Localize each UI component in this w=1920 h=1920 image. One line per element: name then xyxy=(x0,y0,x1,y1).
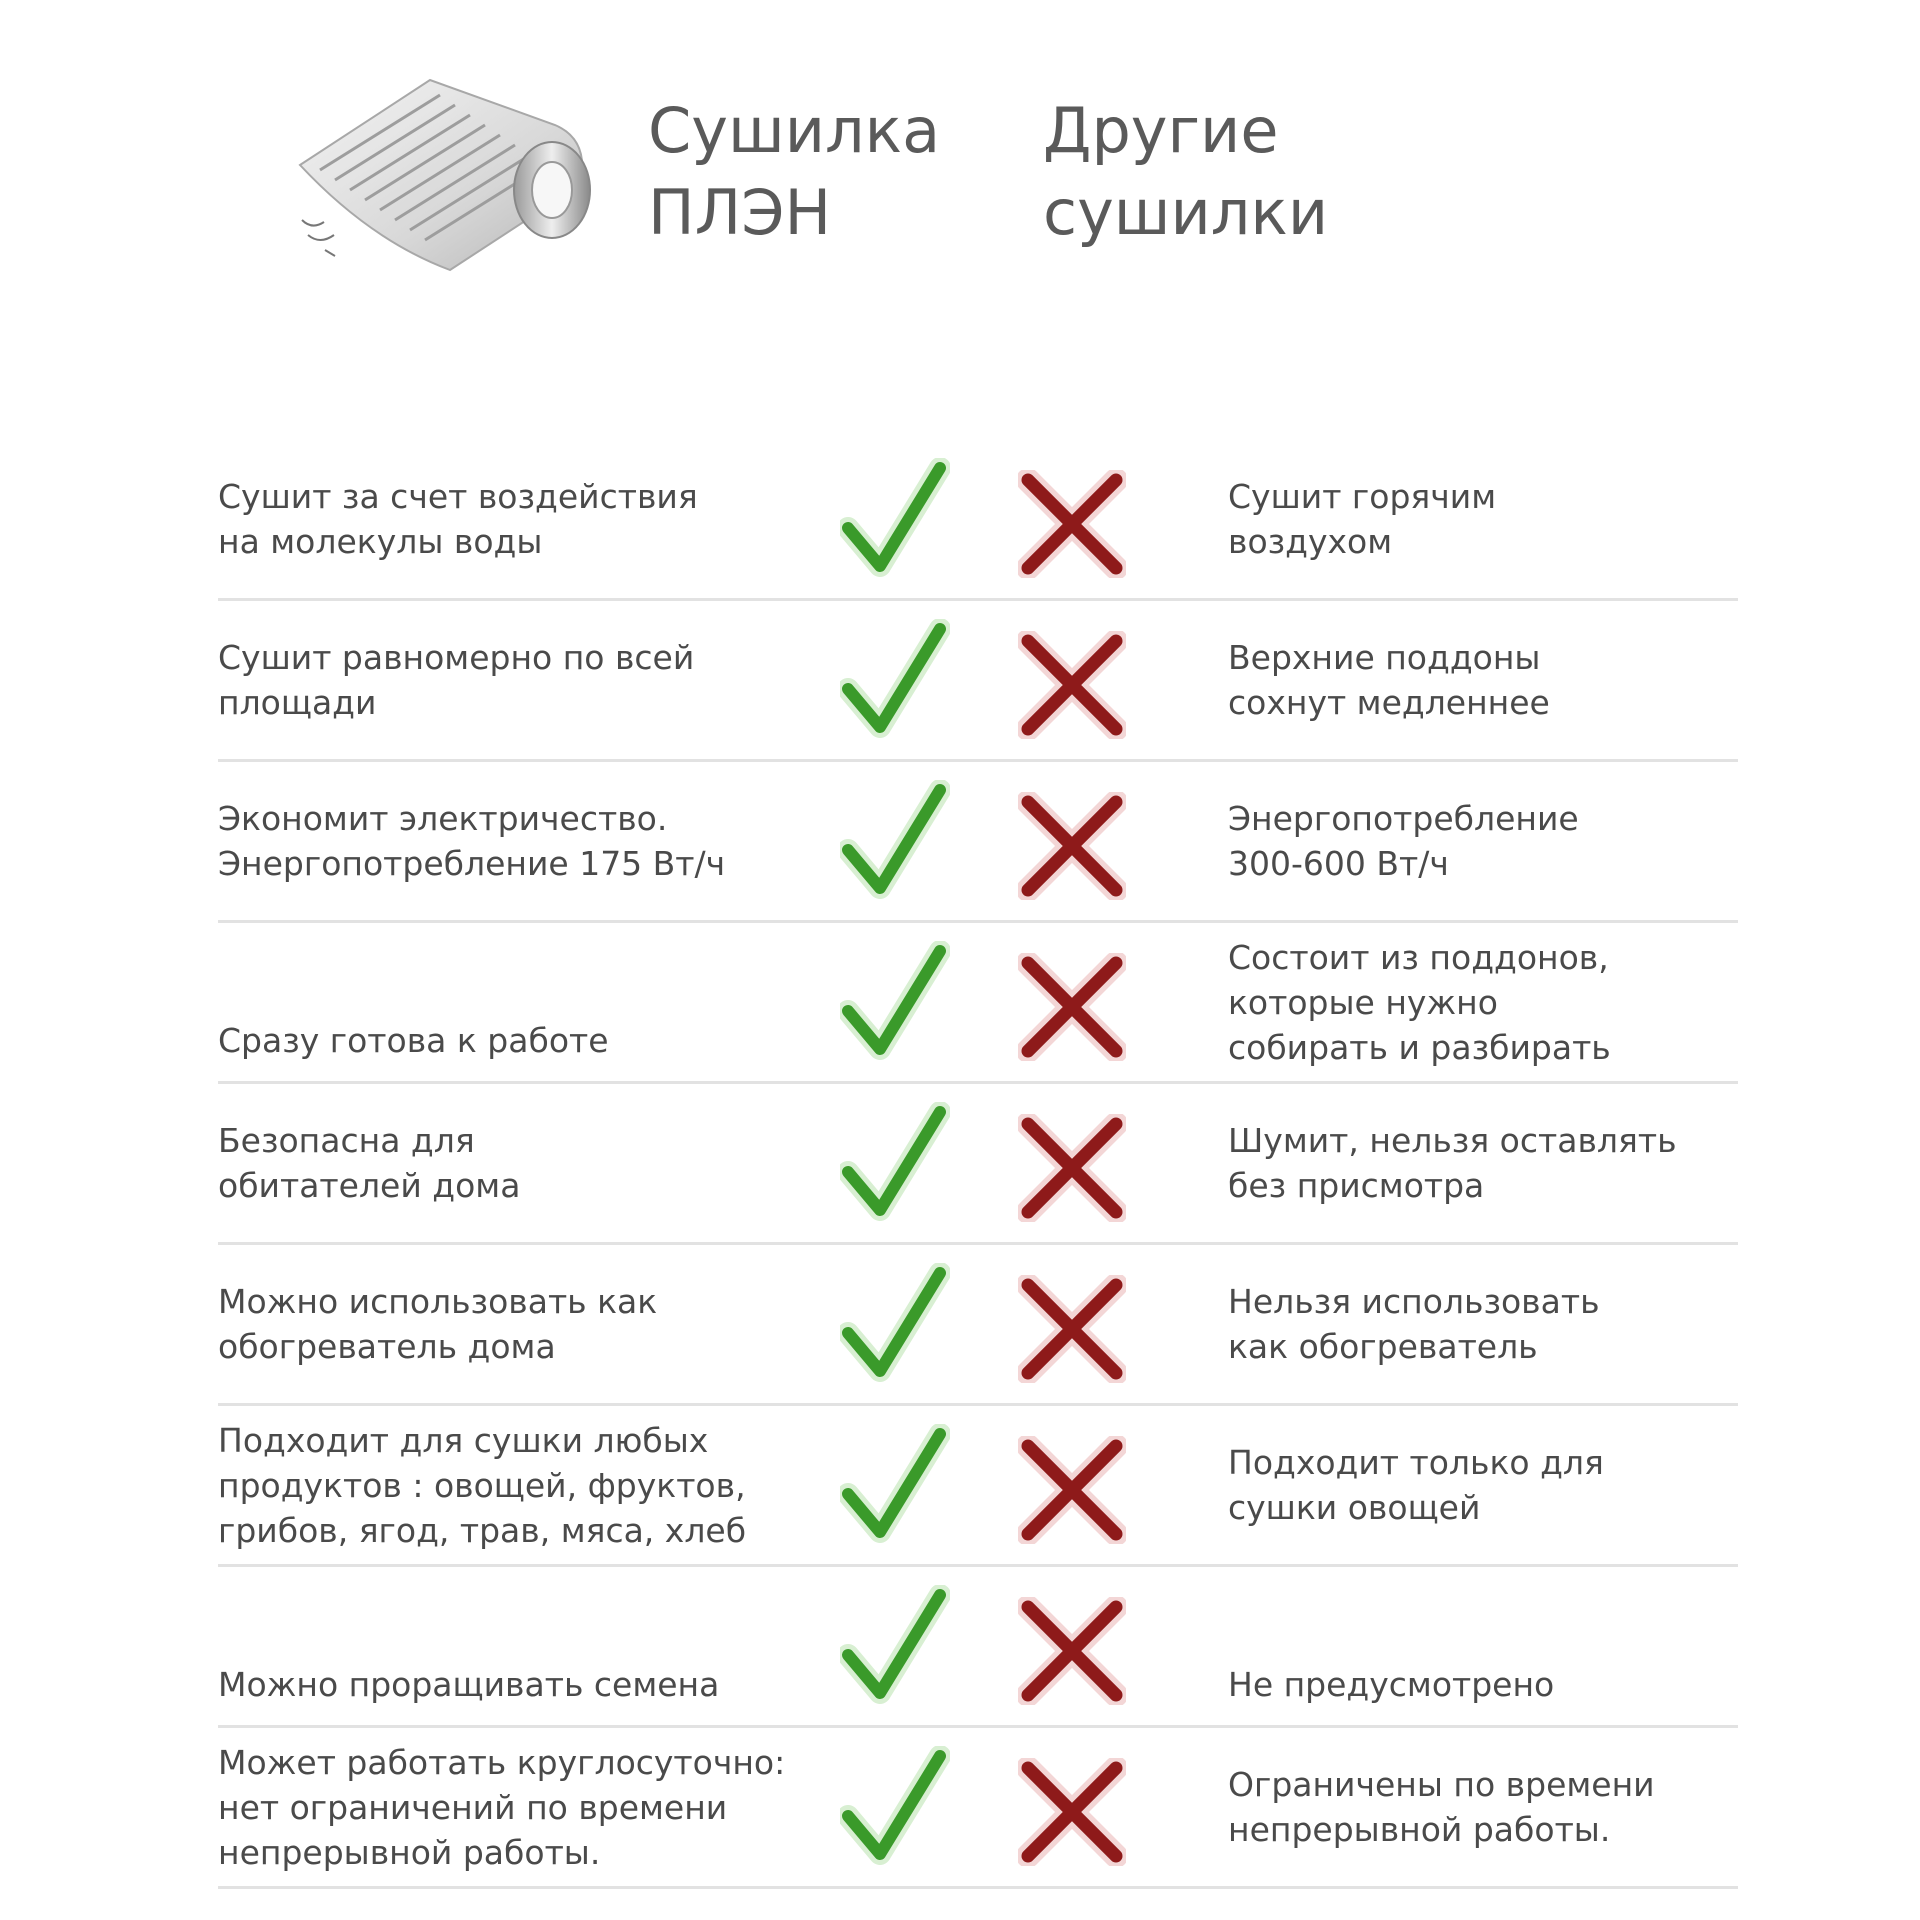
plen-feature-line: обитателей дома xyxy=(218,1166,521,1205)
comparison-row xyxy=(218,1245,1738,1406)
other-feature xyxy=(1228,601,1728,759)
comparison-row xyxy=(218,440,1738,601)
plen-feature xyxy=(218,1728,818,1886)
other-feature-line: Энергопотребление xyxy=(1228,799,1579,838)
plen-heating-film-image xyxy=(290,70,610,280)
plen-feature-line: обогреватель дома xyxy=(218,1327,556,1366)
other-feature-line: непрерывной работы. xyxy=(1228,1810,1611,1849)
other-feature-line: Сушит горячим xyxy=(1228,477,1497,516)
plen-feature-line: продуктов : овощей, фруктов, xyxy=(218,1465,746,1505)
other-feature-line: Шумит, нельзя оставлять xyxy=(1228,1121,1677,1160)
other-feature xyxy=(1228,1728,1728,1886)
cross-icon xyxy=(1018,1114,1126,1222)
product-title-line: ПЛЭН xyxy=(648,176,832,249)
plen-feature-line: Экономит электричество. xyxy=(218,799,668,838)
plen-feature-line: Сушит равномерно по всей xyxy=(218,638,695,677)
comparison-row xyxy=(218,1084,1738,1245)
plen-feature-line: Подходит для сушки любых xyxy=(218,1420,709,1460)
other-feature-line: Ограничены по времени xyxy=(1228,1765,1655,1804)
plen-feature xyxy=(218,1084,818,1242)
other-feature-line: воздухом xyxy=(1228,522,1393,561)
plen-feature xyxy=(218,440,818,598)
other-feature xyxy=(1228,1567,1728,1725)
cross-icon xyxy=(1018,953,1126,1061)
plen-feature-line: непрерывной работы. xyxy=(218,1832,601,1872)
plen-feature xyxy=(218,1406,818,1564)
comparison-row xyxy=(218,1728,1738,1889)
check-icon xyxy=(840,1424,950,1544)
check-icon xyxy=(840,1585,950,1705)
plen-feature xyxy=(218,1567,818,1725)
other-feature-line: собирать и разбирать xyxy=(1228,1027,1611,1067)
cross-icon xyxy=(1018,1597,1126,1705)
other-title-line: Другие xyxy=(1043,94,1279,167)
product-title-line: Сушилка xyxy=(648,94,941,167)
check-icon xyxy=(840,780,950,900)
other-feature-line: Не предусмотрено xyxy=(1228,1665,1555,1704)
comparison-table xyxy=(218,440,1738,1889)
other-column-title xyxy=(1043,90,1328,254)
plen-feature-line: грибов, ягод, трав, мяса, хлеб xyxy=(218,1510,747,1550)
check-icon xyxy=(840,941,950,1061)
other-title-line: сушилки xyxy=(1043,176,1329,249)
cross-icon xyxy=(1018,631,1126,739)
check-icon xyxy=(840,1102,950,1222)
cross-icon xyxy=(1018,792,1126,900)
product-column-title xyxy=(648,90,940,254)
other-feature-line: Подходит только для xyxy=(1228,1443,1604,1482)
other-feature-line: Верхние поддоны xyxy=(1228,638,1541,677)
plen-feature-line: Можно использовать как xyxy=(218,1282,658,1321)
other-feature-line: сохнут медленнее xyxy=(1228,683,1550,722)
plen-feature xyxy=(218,923,818,1081)
plen-feature-line: Сразу готова к работе xyxy=(218,1021,609,1060)
plen-feature xyxy=(218,762,818,920)
check-icon xyxy=(840,1263,950,1383)
other-feature-line: без присмотра xyxy=(1228,1166,1485,1205)
other-feature xyxy=(1228,1406,1728,1564)
header xyxy=(0,0,1920,300)
other-feature xyxy=(1228,440,1728,598)
comparison-row xyxy=(218,923,1738,1084)
other-feature xyxy=(1228,923,1728,1081)
comparison-row xyxy=(218,1406,1738,1567)
cross-icon xyxy=(1018,1275,1126,1383)
other-feature-line: которые нужно xyxy=(1228,982,1498,1022)
comparison-row xyxy=(218,762,1738,923)
other-feature xyxy=(1228,1245,1728,1403)
plen-feature xyxy=(218,601,818,759)
other-feature-line: Нельзя использовать xyxy=(1228,1282,1600,1321)
plen-feature-line: Безопасна для xyxy=(218,1121,475,1160)
plen-feature-line: площади xyxy=(218,683,377,722)
other-feature xyxy=(1228,762,1728,920)
plen-feature-line: Может работать круглосуточно: xyxy=(218,1742,786,1782)
other-feature-line: сушки овощей xyxy=(1228,1488,1481,1527)
check-icon xyxy=(840,1746,950,1866)
cross-icon xyxy=(1018,470,1126,578)
other-feature-line: 300-600 Вт/ч xyxy=(1228,844,1449,883)
cross-icon xyxy=(1018,1758,1126,1866)
check-icon xyxy=(840,619,950,739)
comparison-row xyxy=(218,1567,1738,1728)
other-feature-line: Состоит из поддонов, xyxy=(1228,937,1609,977)
plen-feature-line: нет ограничений по времени xyxy=(218,1787,728,1827)
cross-icon xyxy=(1018,1436,1126,1544)
other-feature-line: как обогреватель xyxy=(1228,1327,1538,1366)
plen-feature-line: на молекулы воды xyxy=(218,522,543,561)
plen-feature-line: Энергопотребление 175 Вт/ч xyxy=(218,844,726,883)
comparison-row xyxy=(218,601,1738,762)
check-icon xyxy=(840,458,950,578)
plen-feature xyxy=(218,1245,818,1403)
plen-feature-line: Сушит за счет воздействия xyxy=(218,477,698,516)
plen-feature-line: Можно проращивать семена xyxy=(218,1665,720,1704)
other-feature xyxy=(1228,1084,1728,1242)
